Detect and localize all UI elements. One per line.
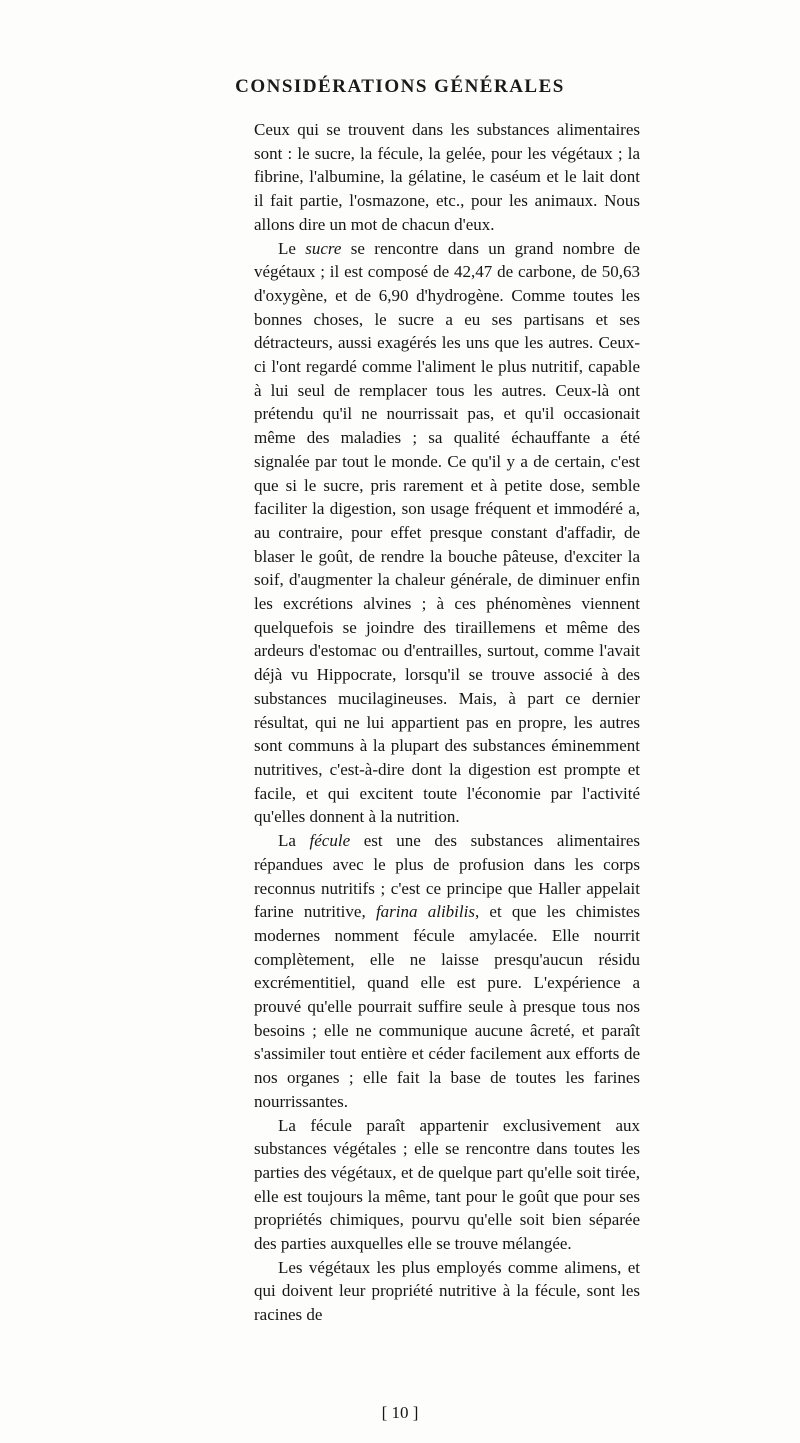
paragraph (254, 1114, 640, 1256)
paragraph (254, 1256, 640, 1327)
page-number: [ 10 ] (381, 1403, 419, 1422)
text-run: Ceux qui se trouvent dans les substances alimentaires sont : le sucre, la fécule, la gelée, pour les végétaux ; la fibrine, l'albumine, la gélatine, le caséum et le lait dont il fait partie, l'osmazone, etc., pour les animaux. Nous allons dire un mot de chacun d'eux. (254, 120, 640, 234)
body-text (254, 118, 640, 1327)
paragraph (254, 237, 640, 830)
paragraph (254, 118, 640, 237)
italic-term: sucre (305, 238, 342, 258)
text-run: Les végétaux les plus employés comme alimens, et qui doivent leur propriété nutritive à la fécule, sont les racines de (254, 1257, 640, 1325)
text-run: se rencontre dans un grand nombre de végétaux ; il est composé de 42,47 de carbone, de 50,63 d'oxygène, et de 6,90 d'hydrogène. Comme toutes les bonnes choses, le sucre a eu ses partisans et ses détracteurs, aussi exagérés les uns que les autres. Ceux-ci l'ont regardé comme l'aliment le plus nutritif, capable à lui seul de remplacer tous les autres. Ceux-là ont prétendu qu'il ne nourrissait pas, et qu'il occasionait même des maladies ; sa qualité échauffante a été signalée par tout le monde. Ce qu'il y a de certain, c'est que si le sucre, pris rarement et à petite dose, semble faciliter la digestion, son usage fréquent et immodéré a, au contraire, pour effet presque constant d'affadir, de blaser le goût, de rendre la bouche pâteuse, d'exciter la soif, d'augmenter la chaleur générale, de diminuer enfin les excrétions alvines ; à ces phénomènes viennent quelquefois se joindre des tiraillemens et même des ardeurs d'estomac ou d'entrailles, surtout, comme l'avait déjà vu Hippocrate, lorsqu'il se trouve associé à des substances mucilagineuses. Mais, à part ce dernier résultat, qui ne lui appartient pas en propre, les autres sont communs à la plupart des substances éminemment nutritives, c'est-à-dire dont la digestion est prompte et facile, et qui excitent toute l'économie par l'activité qu'elles donnent à la nutrition. (254, 238, 640, 827)
text-run: , et que les chimistes modernes nomment fécule amylacée. Elle nourrit complètement, elle ne laisse presqu'aucun résidu excrémentitiel, quand elle est pure. L'expérience a prouvé qu'elle pourrait suffire seule à presque tous nos besoins ; elle ne communique aucune âcreté, et paraît s'assimiler tout entière et céder facilement aux efforts de nos organes ; elle fait la base de toutes les farines nourrissantes. (254, 902, 640, 1111)
italic-term: farina alibilis (375, 902, 475, 922)
text-run: Le (278, 238, 306, 258)
italic-term: fécule (309, 831, 351, 851)
text-run: La fécule paraît appartenir exclusivement aux substances végétales ; elle se rencontre dans toutes les parties des végétaux, et de quelque part qu'elle soit tirée, elle est toujours la même, tant pour le goût que pour ses propriétés chimiques, pourvu qu'elle soit bien séparée des parties auxquelles elle se trouve mélangée. (254, 1115, 640, 1254)
paragraph (254, 829, 640, 1113)
text-run: est une des substances alimentaires répandues avec le plus de profusion dans les corps reconnus nutritifs ; c'est ce principe que Haller appelait farine nutritive, (254, 831, 640, 922)
running-head: CONSIDÉRATIONS GÉNÉRALES (235, 76, 565, 97)
text-run: La (278, 831, 310, 851)
